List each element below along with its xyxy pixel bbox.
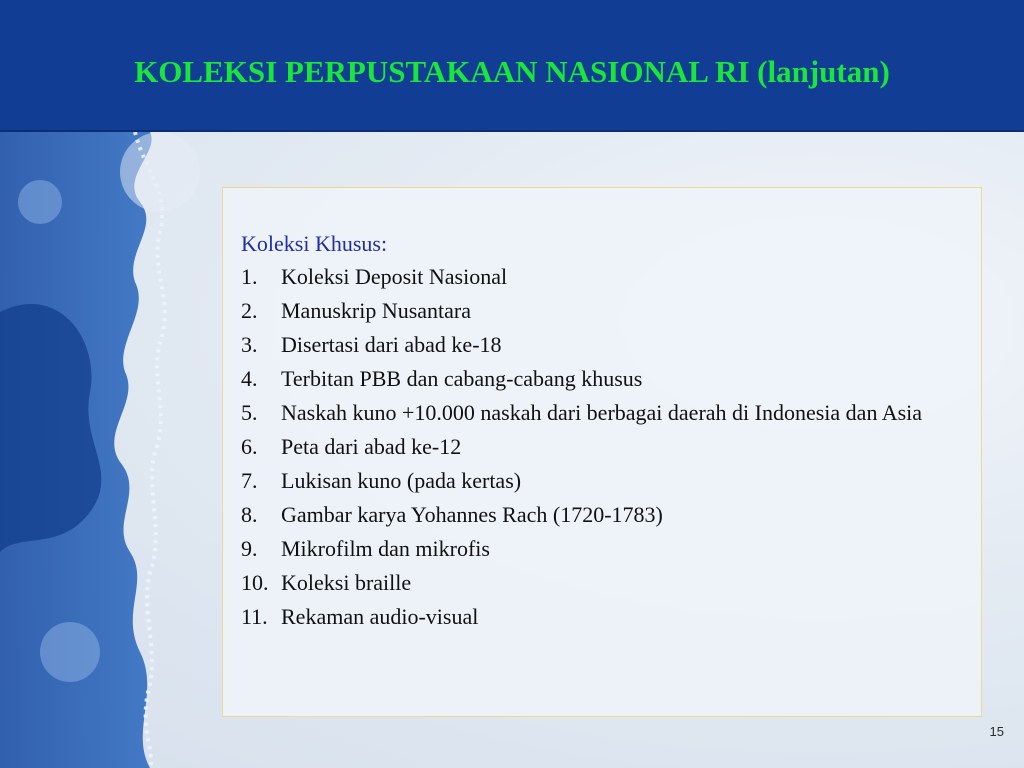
list-item <box>241 566 941 600</box>
list-item <box>241 464 941 498</box>
slide-page-number: 15 <box>989 724 1004 739</box>
list-item <box>241 498 941 532</box>
list-item <box>241 532 941 566</box>
list-item-text: Gambar karya Yohannes Rach (1720-1783) <box>281 502 663 527</box>
list-item-text: Terbitan PBB dan cabang-cabang khusus <box>281 366 643 391</box>
list-item-number: 10. <box>241 570 269 595</box>
list-item <box>241 362 941 396</box>
list-item-text: Rekaman audio-visual <box>281 604 479 629</box>
list-item-number: 3. <box>241 332 258 357</box>
list-item-text: Naskah kuno +10.000 naskah dari berbagai daerah di Indonesia dan Asia <box>281 400 923 425</box>
slide-title: KOLEKSI PERPUSTAKAAN NASIONAL RI (lanjutan) <box>134 54 890 89</box>
header-band <box>0 0 1024 132</box>
special-collection-list <box>241 260 941 634</box>
list-item-text: Lukisan kuno (pada kertas) <box>281 468 522 493</box>
list-item <box>241 396 941 430</box>
list-item-text: Koleksi Deposit Nasional <box>281 264 508 289</box>
list-item-number: 4. <box>241 366 258 391</box>
list-item-text: Koleksi braille <box>281 570 412 595</box>
list-item-number: 7. <box>241 468 258 493</box>
list-item <box>241 430 941 464</box>
list-item <box>241 328 941 362</box>
list-item <box>241 600 941 634</box>
list-item-number: 9. <box>241 536 258 561</box>
list-item-number: 6. <box>241 434 258 459</box>
list-item <box>241 260 941 294</box>
list-item-number: 11. <box>241 604 268 629</box>
list-item-text: Mikrofilm dan mikrofis <box>281 536 490 561</box>
list-item-text: Manuskrip Nusantara <box>281 298 472 323</box>
list-item-number: 2. <box>241 298 258 323</box>
list-item-text: Peta dari abad ke-12 <box>281 434 462 459</box>
content-heading: Koleksi Khusus: <box>241 231 388 256</box>
content-box <box>222 187 982 717</box>
list-item-text: Disertasi dari abad ke-18 <box>281 332 502 357</box>
list-item-number: 8. <box>241 502 258 527</box>
list-item <box>241 294 941 328</box>
list-item-number: 5. <box>241 400 258 425</box>
list-item-number: 1. <box>241 264 258 289</box>
